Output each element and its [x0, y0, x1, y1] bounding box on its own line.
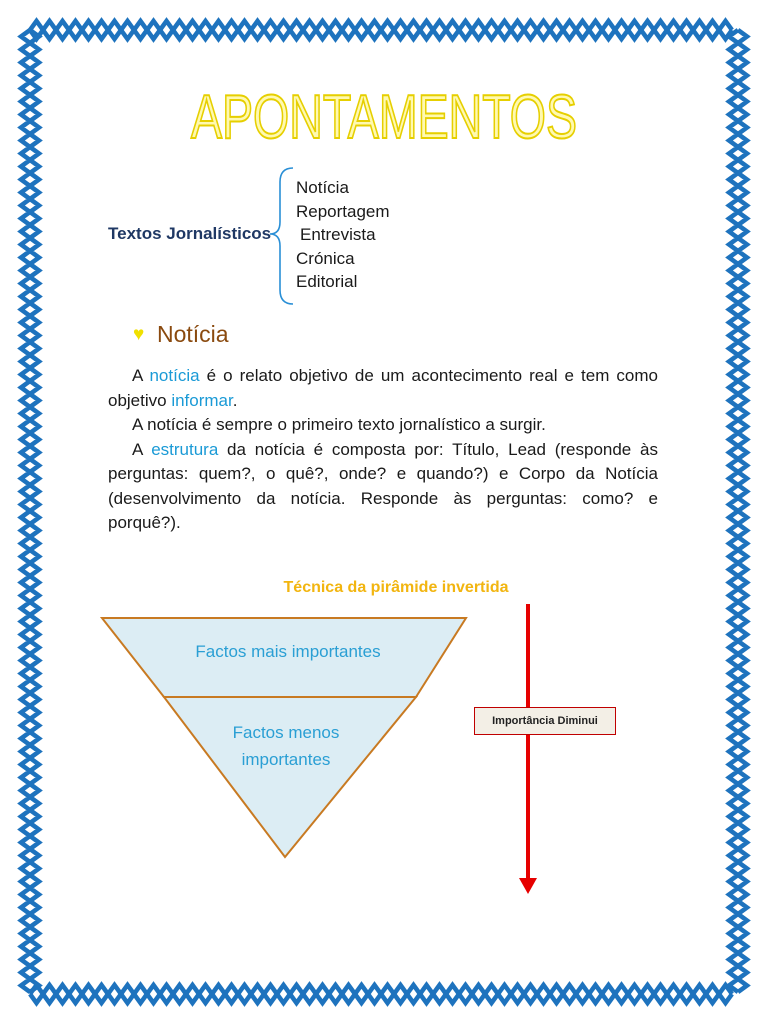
text-types-label: Textos Jornalísticos — [108, 224, 272, 243]
importance-arrow-head — [519, 878, 537, 894]
keyword-informar: informar — [171, 390, 233, 410]
text-types-list — [296, 176, 390, 294]
paragraph-structure: A estrutura da notícia é composta por: Título, Lead (responde às perguntas: quem?, o quê?, onde? e quando?) e Corpo da Notícia (desenvolvimento da notícia. Responde às perguntas: como? e porquê?). — [108, 439, 658, 532]
pyramid-bottom-label: Factos menos importantes — [232, 723, 340, 769]
heart-bullet-icon: ♥ — [133, 324, 145, 345]
keyword-estrutura: estrutura — [151, 439, 219, 459]
diagram-title: Técnica da pirâmide invertida — [283, 579, 509, 596]
page-title: APONTAMENTOS — [191, 83, 577, 152]
list-item: Editorial — [296, 272, 358, 291]
paragraph-definition: A notícia é o relato objetivo de um acontecimento real e tem como objetivo informar. — [108, 366, 659, 410]
curly-brace — [270, 168, 293, 304]
list-item: Notícia — [296, 178, 349, 197]
body-text — [108, 364, 658, 536]
list-item: Entrevista — [300, 225, 376, 244]
keyword-noticia: notícia — [149, 366, 200, 385]
list-item: Reportagem — [296, 201, 390, 221]
pyramid-top-label: Factos mais importantes — [195, 642, 381, 661]
importance-label-box: Importância Diminui — [474, 707, 616, 735]
paragraph-first-text: A notícia é sempre o primeiro texto jornalístico a surgir. — [132, 415, 546, 434]
section-heading: Notícia — [157, 321, 229, 347]
list-item: Crónica — [296, 248, 355, 268]
